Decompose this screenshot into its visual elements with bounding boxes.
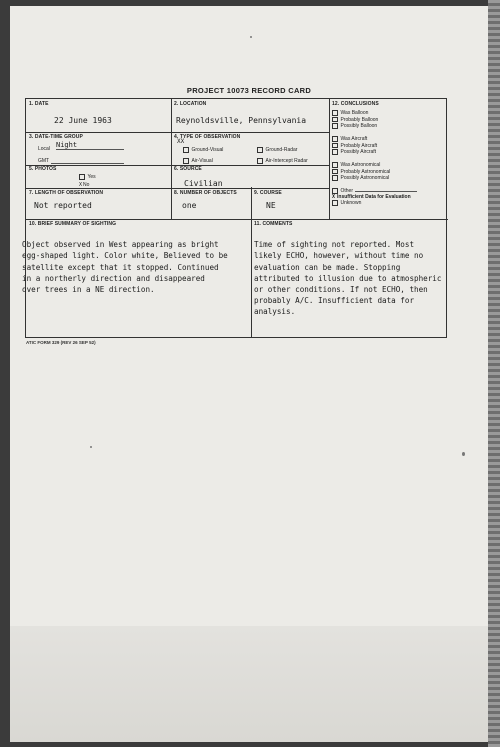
comment-line: Time of sighting not reported. Most — [254, 240, 415, 250]
summary-line: satellite except that it stopped. Continued — [22, 262, 219, 272]
number-of-objects-value: one — [182, 201, 197, 210]
checkbox-icon — [332, 200, 338, 206]
observation-mark: XX — [177, 138, 185, 145]
comment-line: or other conditions. If not ECHO, then — [254, 285, 428, 295]
summary-line: Object observed in West appearing as bright — [22, 240, 219, 250]
option-air-visual: Air-Visual — [183, 158, 213, 164]
checkbox-icon — [332, 123, 338, 129]
source-label: 6. SOURCE — [174, 166, 202, 172]
checkbox-icon — [183, 158, 189, 164]
conclusion-was-balloon: Was Balloon — [332, 110, 448, 117]
checkbox-icon — [257, 147, 263, 153]
check-x-icon: X — [79, 182, 83, 188]
length-of-observation-label: 7. LENGTH OF OBSERVATION — [29, 190, 104, 196]
paper-stain — [10, 626, 488, 742]
speck — [250, 36, 252, 38]
conclusion-was-aircraft: Was Aircraft — [332, 136, 448, 143]
source-value: Civilian — [184, 179, 223, 188]
checkbox-icon — [257, 158, 263, 164]
conclusion-probably-aircraft: Probably Aircraft — [332, 143, 448, 150]
photos-label: 5. PHOTOS — [29, 166, 57, 172]
checkbox-icon — [332, 136, 338, 142]
location-label: 2. LOCATION — [174, 101, 207, 107]
photos-no: XNo — [79, 182, 90, 188]
conclusion-possibly-balloon: Possibly Balloon — [332, 123, 448, 130]
divider — [171, 99, 172, 219]
date-time-group-label: 3. DATE-TIME GROUP — [29, 134, 83, 140]
checkbox-icon — [332, 110, 338, 116]
checkbox-icon — [332, 188, 338, 194]
local-time-value: Night — [56, 141, 124, 150]
conclusion-probably-astronomical: Probably Astronomical — [332, 169, 448, 176]
divider — [26, 132, 329, 133]
conclusion-was-astronomical: Was Astronomical — [332, 162, 448, 169]
scan-edge-strip — [488, 0, 500, 747]
checkbox-icon — [332, 143, 338, 149]
comment-line: likely ECHO, however, without time no — [254, 251, 424, 261]
comment-line: evaluation can be made. Stopping — [254, 262, 401, 272]
conclusion-probably-balloon: Probably Balloon — [332, 117, 448, 124]
length-of-observation-value: Not reported — [34, 201, 92, 210]
conclusion-possibly-aircraft: Possibly Aircraft — [332, 149, 448, 156]
summary-line: in a northerly direction and disappeared — [22, 273, 205, 283]
number-of-objects-label: 8. NUMBER OF OBJECTS — [174, 190, 237, 196]
conclusion-insufficient-data: X Insufficient Data for Evaluation — [332, 193, 411, 200]
form-footer: ATIC FORM 329 (REV 26 SEP 52) — [26, 340, 96, 345]
option-ground-radar: Ground-Radar — [257, 147, 297, 153]
checkbox-icon — [332, 169, 338, 175]
checkbox-icon — [183, 147, 189, 153]
divider — [26, 219, 448, 220]
gmt-line — [51, 163, 124, 164]
conclusions-label: 12. CONCLUSIONS — [332, 101, 379, 107]
option-ground-visual: Ground-Visual — [183, 147, 223, 153]
check-x-icon: X — [332, 193, 336, 200]
checkbox-icon — [79, 174, 85, 180]
comment-line: attributed to illusion due to atmospheric — [254, 273, 442, 283]
conclusion-other: Other — [332, 188, 448, 195]
divider — [26, 188, 329, 189]
course-label: 9. COURSE — [254, 190, 282, 196]
checkbox-icon — [332, 149, 338, 155]
conclusions-list — [332, 110, 448, 207]
speck — [90, 446, 92, 448]
comment-line: probably A/C. Insufficient data for — [254, 296, 415, 306]
brief-summary-text — [22, 228, 228, 295]
comments-label: 11. COMMENTS — [254, 221, 293, 227]
speck — [462, 452, 465, 456]
gmt-label: GMT — [38, 158, 50, 164]
date-value: 22 June 1963 — [54, 116, 112, 125]
record-form — [22, 98, 447, 338]
photos-yes: Yes — [79, 174, 96, 180]
checkbox-icon — [332, 117, 338, 123]
checkbox-icon — [332, 175, 338, 181]
brief-summary-label: 10. BRIEF SUMMARY OF SIGHTING — [29, 221, 117, 227]
card-title: PROJECT 10073 RECORD CARD — [186, 86, 312, 95]
summary-line: egg-shaped light. Color white, Believed to be — [22, 251, 228, 261]
comment-line: analysis. — [254, 307, 296, 317]
summary-line: over trees in a NE direction. — [22, 285, 155, 295]
option-air-intercept-radar: Air-Intercept Radar — [257, 158, 308, 164]
course-value: NE — [266, 201, 276, 210]
conclusion-unknown: Unknown — [332, 200, 448, 207]
location-value: Reynoldsville, Pennsylvania — [176, 116, 307, 125]
divider — [251, 187, 252, 338]
checkbox-icon — [332, 162, 338, 168]
type-of-observation-label: 4. TYPE OF OBSERVATION — [174, 134, 241, 140]
conclusion-possibly-astronomical: Possibly Astronomical — [332, 175, 448, 182]
local-time-label: Local — [38, 146, 50, 152]
record-card-page — [10, 6, 488, 742]
comments-text — [254, 228, 441, 318]
date-label: 1. DATE — [29, 101, 49, 107]
divider — [329, 99, 330, 219]
